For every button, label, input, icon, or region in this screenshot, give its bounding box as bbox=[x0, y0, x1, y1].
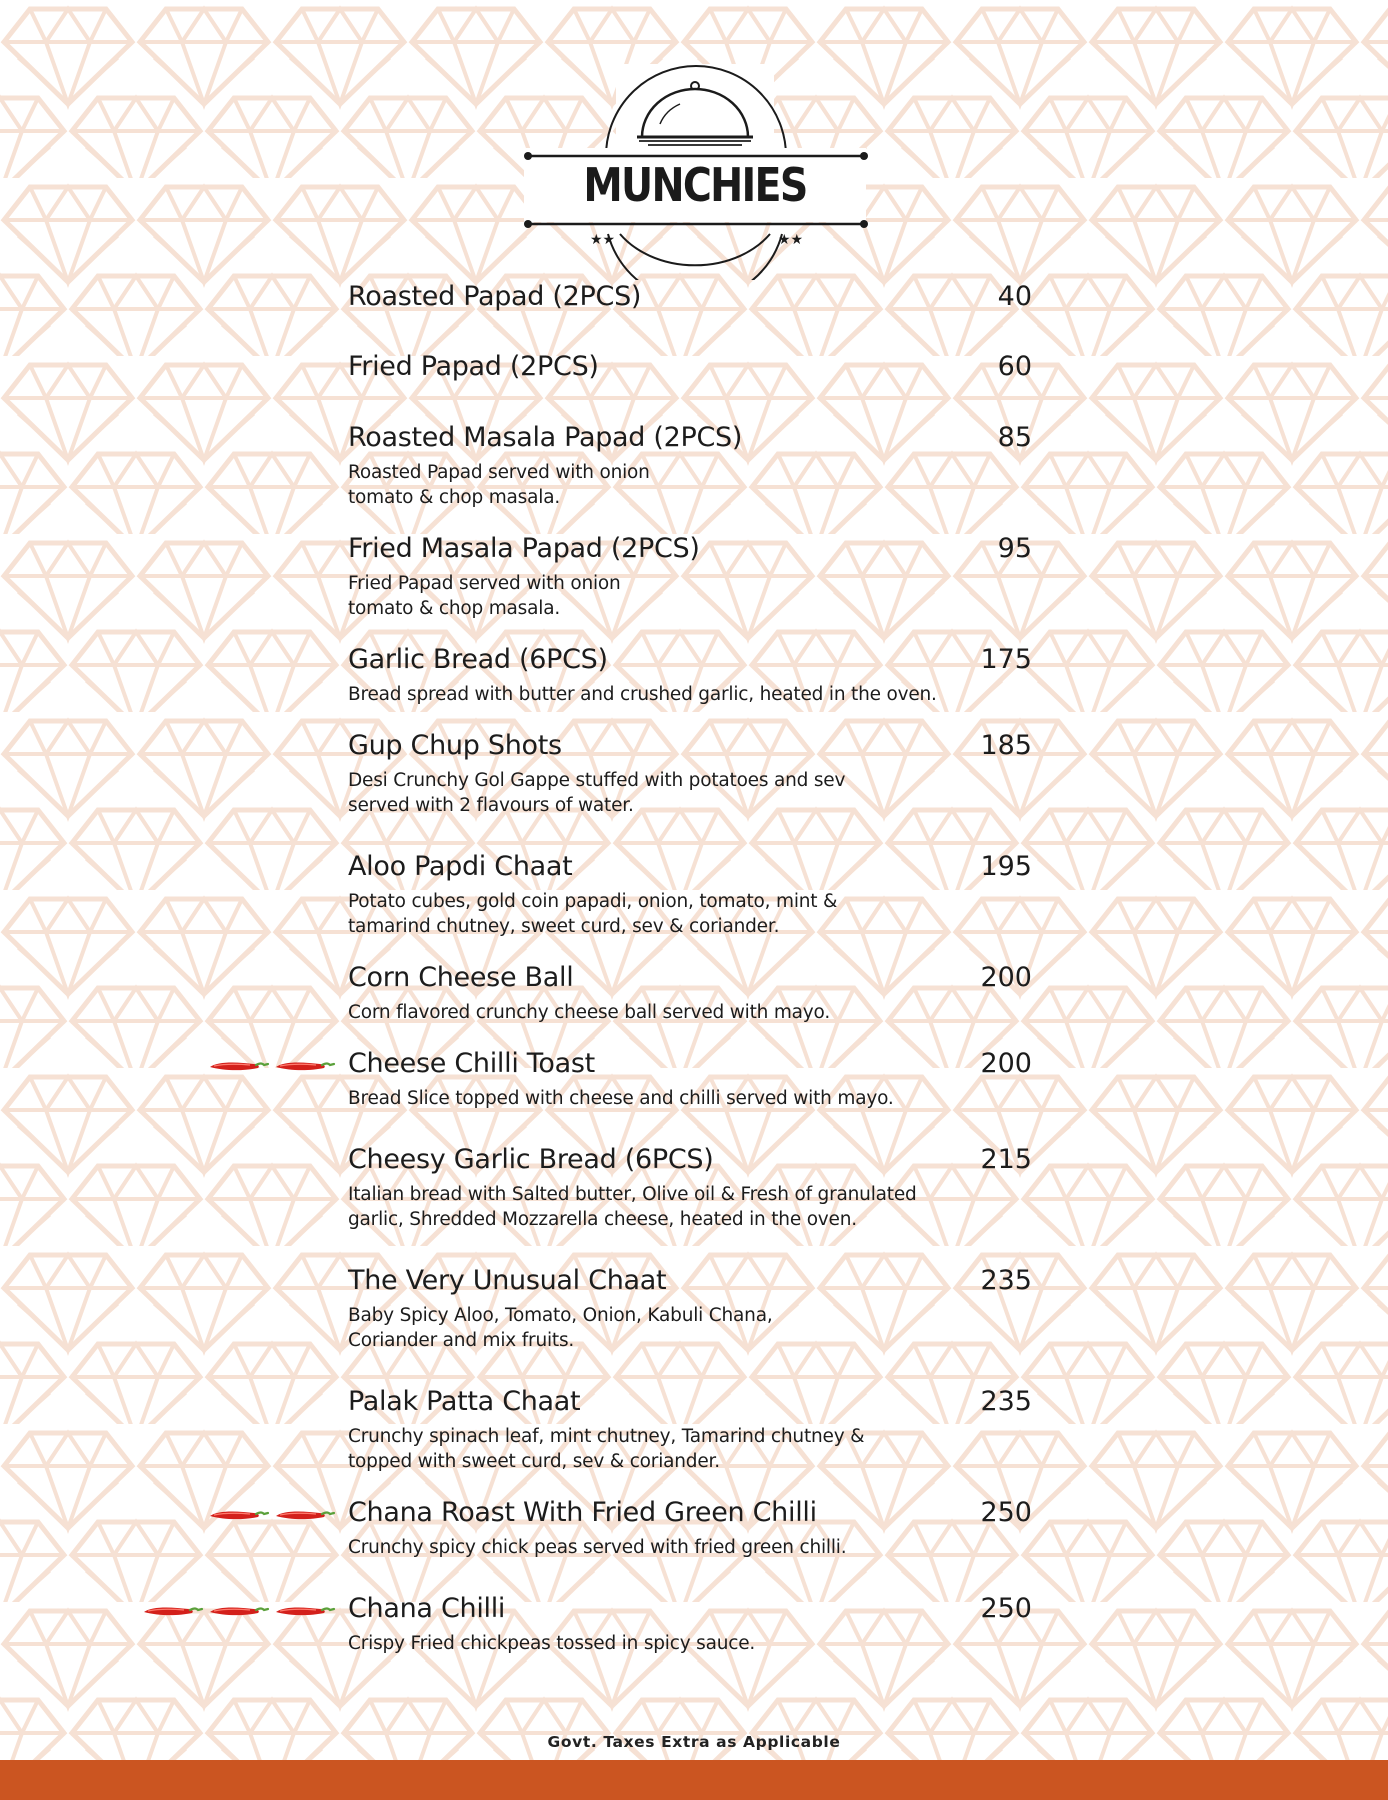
tax-note: Govt. Taxes Extra as Applicable bbox=[547, 1733, 841, 1751]
item-description: Baby Spicy Aloo, Tomato, Onion, Kabuli Chana, Coriander and mix fruits. bbox=[348, 1305, 773, 1351]
item-description: Potato cubes, gold coin papadi, onion, tomato, mint & tamarind chutney, sweet curd, sev & coriander. bbox=[348, 891, 838, 937]
item-description: Bread spread with butter and crushed garlic, heated in the oven. bbox=[348, 684, 937, 705]
item-description: Bread Slice topped with cheese and chilli served with mayo. bbox=[348, 1088, 894, 1109]
item-name: Aloo Papdi Chaat bbox=[348, 851, 573, 882]
item-price: 250 bbox=[980, 1497, 1032, 1528]
item-description: Desi Crunchy Gol Gappe stuffed with potatoes and sev served with 2 flavours of water. bbox=[348, 770, 846, 816]
item-name: Corn Cheese Ball bbox=[348, 962, 574, 993]
footer-bar bbox=[0, 1760, 1388, 1800]
chilli-icon bbox=[208, 1507, 270, 1523]
item-name: The Very Unusual Chaat bbox=[348, 1265, 667, 1296]
item-price: 40 bbox=[997, 281, 1032, 312]
item-price: 215 bbox=[980, 1144, 1032, 1175]
item-name: Garlic Bread (6PCS) bbox=[348, 644, 608, 675]
spice-level-indicator bbox=[208, 1507, 336, 1523]
item-price: 60 bbox=[997, 351, 1032, 382]
item-name: Chana Chilli bbox=[348, 1593, 506, 1624]
item-description: Crispy Fried chickpeas tossed in spicy sauce. bbox=[348, 1633, 756, 1654]
item-price: 235 bbox=[980, 1265, 1032, 1296]
chilli-icon bbox=[208, 1603, 270, 1619]
item-price: 200 bbox=[980, 1048, 1032, 1079]
chilli-icon bbox=[274, 1507, 336, 1523]
item-name: Gup Chup Shots bbox=[348, 730, 562, 761]
item-price: 85 bbox=[997, 422, 1032, 453]
item-name: Fried Masala Papad (2PCS) bbox=[348, 533, 700, 564]
item-price: 250 bbox=[980, 1593, 1032, 1624]
svg-text:★★: ★★ bbox=[778, 232, 804, 248]
spice-level-indicator bbox=[142, 1603, 336, 1619]
item-description: Crunchy spinach leaf, mint chutney, Tamarind chutney & topped with sweet curd, sev & coriander. bbox=[348, 1426, 865, 1472]
item-name: Palak Patta Chaat bbox=[348, 1386, 581, 1417]
item-price: 95 bbox=[997, 533, 1032, 564]
item-description: Italian bread with Salted butter, Olive oil & Fresh of granulated garlic, Shredded Mozzarella cheese, heated in the oven. bbox=[348, 1184, 917, 1230]
chilli-icon bbox=[274, 1058, 336, 1074]
item-description: Roasted Papad served with onion tomato & chop masala. bbox=[348, 462, 650, 508]
item-description: Crunchy spicy chick peas served with fried green chilli. bbox=[348, 1537, 847, 1558]
item-price: 185 bbox=[980, 730, 1032, 761]
item-price: 200 bbox=[980, 962, 1032, 993]
item-name: Roasted Papad (2PCS) bbox=[348, 281, 642, 312]
item-name: Cheesy Garlic Bread (6PCS) bbox=[348, 1144, 714, 1175]
chilli-icon bbox=[274, 1603, 336, 1619]
item-name: Chana Roast With Fried Green Chilli bbox=[348, 1497, 817, 1528]
item-price: 235 bbox=[980, 1386, 1032, 1417]
item-name: Fried Papad (2PCS) bbox=[348, 351, 599, 382]
section-title: MUNCHIES bbox=[583, 158, 807, 212]
svg-text:★★: ★★ bbox=[590, 232, 616, 248]
chilli-icon bbox=[142, 1603, 204, 1619]
item-description: Corn flavored crunchy cheese ball served with mayo. bbox=[348, 1002, 831, 1023]
item-price: 175 bbox=[980, 644, 1032, 675]
item-price: 195 bbox=[980, 851, 1032, 882]
item-name: Roasted Masala Papad (2PCS) bbox=[348, 422, 743, 453]
chilli-icon bbox=[208, 1058, 270, 1074]
item-name: Cheese Chilli Toast bbox=[348, 1048, 595, 1079]
item-description: Fried Papad served with onion tomato & chop masala. bbox=[348, 573, 621, 619]
spice-level-indicator bbox=[208, 1058, 336, 1074]
